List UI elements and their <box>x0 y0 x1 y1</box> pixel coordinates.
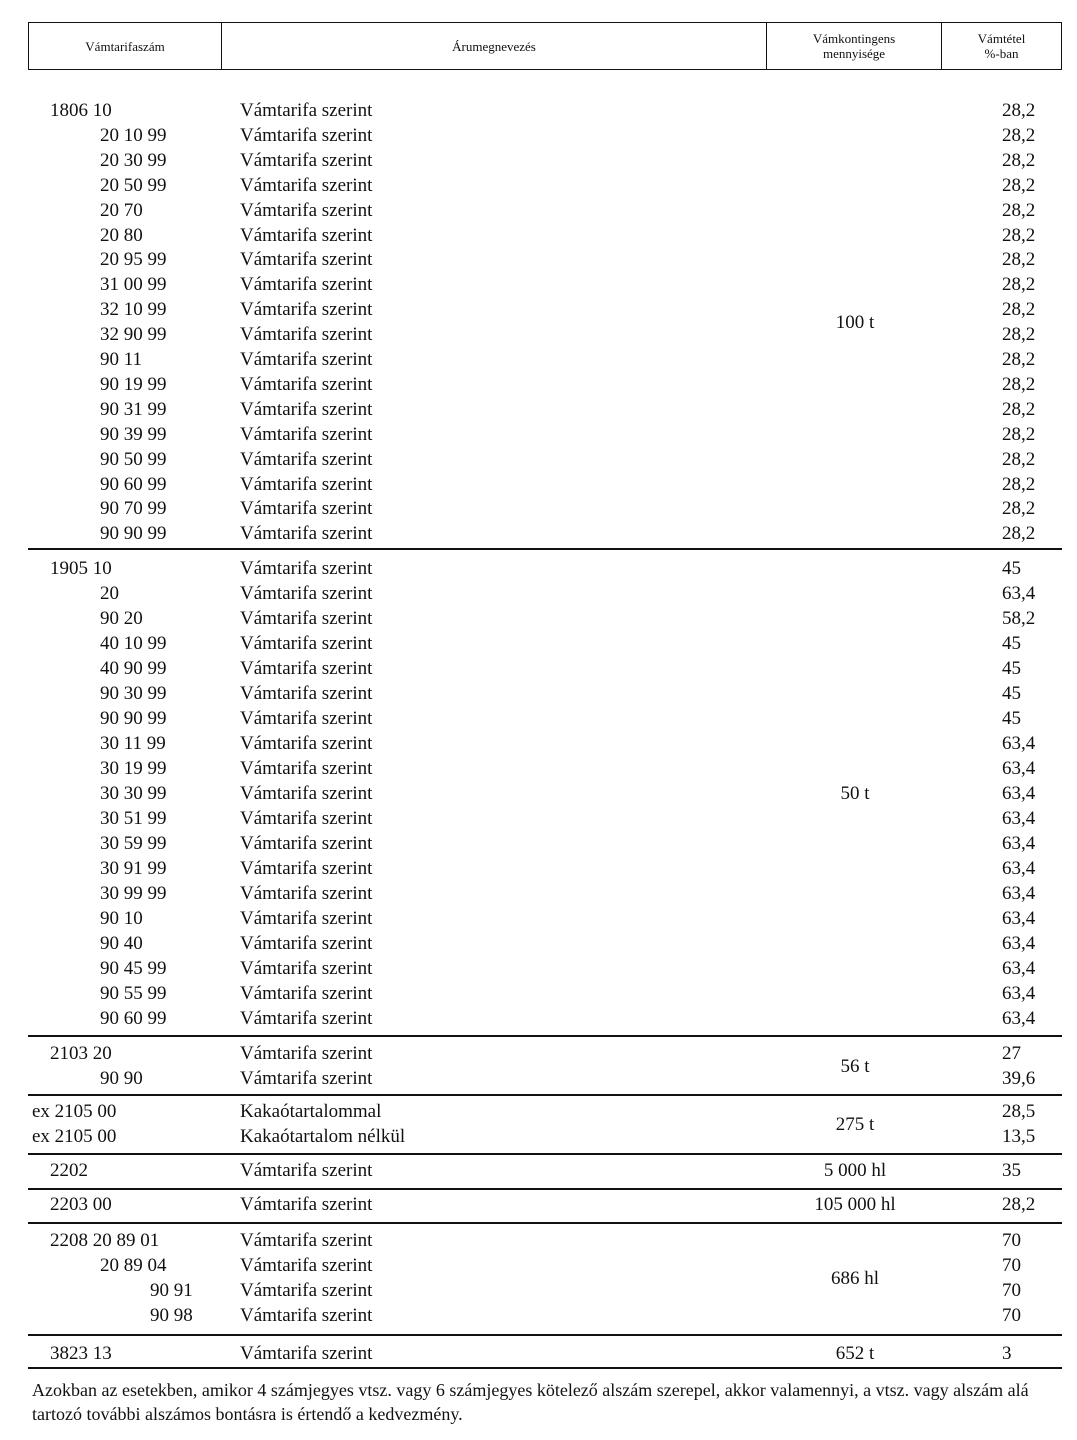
duty-rate: 28,2 <box>1002 523 1036 545</box>
group-divider <box>28 1367 1062 1369</box>
duty-rate: 28,2 <box>1002 498 1036 520</box>
tariff-code: 32 90 99 <box>100 324 167 346</box>
header-code <box>29 23 222 70</box>
tariff-group <box>28 98 1062 546</box>
tariff-code: 20 30 99 <box>100 149 167 171</box>
tariff-group <box>28 556 1062 1031</box>
tariff-code: 90 31 99 <box>100 398 167 420</box>
product-description: Kakaótartalom nélkül <box>240 1126 406 1147</box>
tariff-code: 32 10 99 <box>100 299 167 321</box>
duty-rate: 28,2 <box>1002 448 1036 470</box>
header-description <box>222 23 767 70</box>
product-description: Vámtarifa szerint <box>240 299 373 321</box>
duty-rate: 63,4 <box>1002 783 1036 804</box>
tariff-code: 30 99 99 <box>100 883 167 904</box>
header-quota-line2: mennyisége <box>822 46 886 61</box>
tariff-code: 90 39 99 <box>100 423 167 445</box>
tariff-code: 90 90 99 <box>100 523 167 545</box>
tariff-code: 90 70 99 <box>100 498 167 520</box>
header-rate-line2: %-ban <box>984 46 1019 61</box>
table-row <box>28 856 1062 881</box>
product-description: Vámtarifa szerint <box>240 373 373 395</box>
quota-amount: 686 hl <box>830 1267 880 1289</box>
duty-rate: 58,2 <box>1002 608 1036 629</box>
table-row <box>28 681 1062 706</box>
product-description: Vámtarifa szerint <box>240 1194 373 1215</box>
duty-rate: 28,2 <box>1002 274 1036 296</box>
product-description: Vámtarifa szerint <box>240 1068 373 1089</box>
tariff-code: 90 60 99 <box>100 1008 167 1029</box>
duty-rate: 35 <box>1002 1160 1021 1181</box>
tariff-code: 40 90 99 <box>100 658 167 679</box>
duty-rate: 63,4 <box>1002 833 1036 854</box>
duty-rate: 28,2 <box>1002 423 1036 445</box>
product-description: Vámtarifa szerint <box>240 558 373 579</box>
duty-rate: 63,4 <box>1002 758 1036 779</box>
table-row <box>28 148 1062 173</box>
tariff-code: 90 10 <box>100 908 143 929</box>
table-row <box>28 272 1062 297</box>
tariff-code: 20 95 99 <box>100 249 167 271</box>
duty-rate: 45 <box>1002 633 1021 654</box>
product-description: Vámtarifa szerint <box>240 1343 373 1364</box>
duty-rate: 28,2 <box>1002 349 1036 370</box>
tariff-code: 90 91 <box>150 1280 193 1301</box>
tariff-code: 30 51 99 <box>100 808 167 829</box>
duty-rate: 13,5 <box>1002 1126 1036 1147</box>
product-description: Vámtarifa szerint <box>240 1230 373 1251</box>
table-row <box>28 123 1062 148</box>
duty-rate: 3 <box>1002 1343 1012 1364</box>
table-row <box>28 556 1062 581</box>
table-row <box>28 806 1062 831</box>
header-code-label: Vámtarifaszám <box>85 38 165 54</box>
quota-amount: 275 t <box>835 1113 875 1135</box>
product-description: Vámtarifa szerint <box>240 858 373 879</box>
product-description: Vámtarifa szerint <box>240 733 373 754</box>
table-row <box>28 422 1062 447</box>
product-description: Vámtarifa szerint <box>240 398 373 420</box>
duty-rate: 63,4 <box>1002 883 1036 904</box>
duty-rate: 63,4 <box>1002 958 1036 979</box>
tariff-code: 90 20 <box>100 608 143 629</box>
table-row <box>28 496 1062 521</box>
duty-rate: 63,4 <box>1002 733 1036 754</box>
tariff-code: 90 90 99 <box>100 708 167 729</box>
duty-rate: 28,2 <box>1002 398 1036 420</box>
tariff-code: 2203 00 <box>50 1194 112 1215</box>
tariff-code: 90 30 99 <box>100 683 167 704</box>
tariff-code: 90 50 99 <box>100 448 167 470</box>
tariff-group <box>28 1099 1062 1149</box>
table-row <box>28 173 1062 198</box>
group-divider <box>28 1222 1062 1224</box>
duty-rate: 70 <box>1002 1255 1021 1276</box>
tariff-code: 90 11 <box>100 349 143 370</box>
duty-rate: 45 <box>1002 558 1021 579</box>
duty-rate: 28,2 <box>1002 473 1036 495</box>
product-description: Vámtarifa szerint <box>240 249 373 271</box>
group-divider <box>28 1035 1062 1037</box>
duty-rate: 28,2 <box>1002 324 1036 346</box>
duty-rate: 28,2 <box>1002 149 1036 171</box>
product-description: Vámtarifa szerint <box>240 274 373 296</box>
table-row <box>28 223 1062 248</box>
tariff-code: ex 2105 00 <box>32 1101 117 1122</box>
duty-rate: 63,4 <box>1002 983 1036 1004</box>
tariff-code: 1905 10 <box>50 558 112 579</box>
tariff-code: 30 19 99 <box>100 758 167 779</box>
product-description: Vámtarifa szerint <box>240 883 373 904</box>
table-row <box>28 931 1062 956</box>
product-description: Vámtarifa szerint <box>240 423 373 445</box>
product-description: Vámtarifa szerint <box>240 1305 373 1326</box>
product-description: Vámtarifa szerint <box>240 958 373 979</box>
table-row <box>28 347 1062 372</box>
duty-rate: 27 <box>1002 1043 1021 1064</box>
product-description: Vámtarifa szerint <box>240 583 373 604</box>
product-description: Vámtarifa szerint <box>240 933 373 954</box>
header-description-label: Árumegnevezés <box>452 38 536 54</box>
table-row <box>28 756 1062 781</box>
product-description: Vámtarifa szerint <box>240 1255 373 1276</box>
duty-rate: 28,2 <box>1002 100 1036 121</box>
table-row <box>28 731 1062 756</box>
tariff-code: 2202 <box>50 1160 88 1181</box>
duty-rate: 63,4 <box>1002 908 1036 929</box>
duty-rate: 28,2 <box>1002 373 1036 395</box>
tariff-code: 2208 20 89 01 <box>50 1230 160 1251</box>
tariff-code: 1806 10 <box>50 100 112 121</box>
table-row <box>28 581 1062 606</box>
product-description: Vámtarifa szerint <box>240 473 373 495</box>
tariff-group <box>28 1192 1062 1217</box>
tariff-code: 2103 20 <box>50 1043 112 1064</box>
table-row <box>28 831 1062 856</box>
tariff-code: 3823 13 <box>50 1343 112 1364</box>
table-row <box>28 397 1062 422</box>
product-description: Vámtarifa szerint <box>240 498 373 520</box>
group-divider <box>28 1153 1062 1155</box>
product-description: Vámtarifa szerint <box>240 199 373 221</box>
quota-amount: 56 t <box>840 1055 870 1077</box>
table-row <box>28 656 1062 681</box>
group-divider <box>28 1334 1062 1336</box>
product-description: Vámtarifa szerint <box>240 783 373 804</box>
product-description: Vámtarifa szerint <box>240 1280 373 1301</box>
tariff-group <box>28 1041 1062 1091</box>
table-row <box>28 372 1062 397</box>
product-description: Vámtarifa szerint <box>240 224 373 246</box>
duty-rate: 45 <box>1002 708 1021 729</box>
duty-rate: 63,4 <box>1002 1008 1036 1029</box>
tariff-code: 20 10 99 <box>100 124 167 146</box>
tariff-group <box>28 1228 1062 1328</box>
table-row <box>28 1303 1062 1328</box>
product-description: Vámtarifa szerint <box>240 349 373 370</box>
product-description: Vámtarifa szerint <box>240 908 373 929</box>
duty-rate: 28,2 <box>1002 174 1036 196</box>
product-description: Vámtarifa szerint <box>240 758 373 779</box>
tariff-code: 20 <box>100 583 119 604</box>
table-row <box>28 631 1062 656</box>
product-description: Vámtarifa szerint <box>240 324 373 346</box>
header-quota <box>767 23 942 70</box>
duty-rate: 63,4 <box>1002 933 1036 954</box>
footnote: Azokban az esetekben, amikor 4 számjegyes vtsz. vagy 6 számjegyes kötelező alszám szerepel, akkor valamennyi, a vtsz. vagy alszám alá tartozó további alszámos bontásra is értendő a kedvezmény. <box>32 1380 1029 1424</box>
product-description: Kakaótartalommal <box>240 1101 382 1122</box>
duty-rate: 28,2 <box>1002 124 1036 146</box>
table-row <box>28 198 1062 223</box>
quota-amount: 105 000 hl <box>814 1194 896 1215</box>
table-row <box>28 981 1062 1006</box>
tariff-code: 90 55 99 <box>100 983 167 1004</box>
tariff-code: 30 11 99 <box>100 733 166 754</box>
product-description: Vámtarifa szerint <box>240 100 373 121</box>
duty-rate: 28,2 <box>1002 224 1036 246</box>
product-description: Vámtarifa szerint <box>240 708 373 729</box>
tariff-code: 20 50 99 <box>100 174 167 196</box>
product-description: Vámtarifa szerint <box>240 149 373 171</box>
product-description: Vámtarifa szerint <box>240 448 373 470</box>
tariff-code: 40 10 99 <box>100 633 167 654</box>
table-row <box>28 247 1062 272</box>
table-row <box>28 606 1062 631</box>
tariff-group <box>28 1158 1062 1183</box>
table-header <box>28 22 1062 70</box>
duty-rate: 70 <box>1002 1305 1021 1326</box>
duty-rate: 28,2 <box>1002 299 1036 321</box>
table-row <box>28 906 1062 931</box>
header-rate-line1: Vámtétel <box>977 31 1026 46</box>
product-description: Vámtarifa szerint <box>240 808 373 829</box>
duty-rate: 39,6 <box>1002 1068 1036 1089</box>
product-description: Vámtarifa szerint <box>240 633 373 654</box>
tariff-code: 20 89 04 <box>100 1255 167 1276</box>
product-description: Vámtarifa szerint <box>240 124 373 146</box>
product-description: Vámtarifa szerint <box>240 658 373 679</box>
duty-rate: 45 <box>1002 683 1021 704</box>
tariff-group <box>28 1341 1062 1366</box>
duty-rate: 63,4 <box>1002 858 1036 879</box>
duty-rate: 28,2 <box>1002 1194 1036 1215</box>
duty-rate: 45 <box>1002 658 1021 679</box>
table-row <box>28 881 1062 906</box>
table-row <box>28 521 1062 546</box>
product-description: Vámtarifa szerint <box>240 1008 373 1029</box>
duty-rate: 63,4 <box>1002 808 1036 829</box>
tariff-code: ex 2105 00 <box>32 1126 117 1147</box>
tariff-code: 20 70 <box>100 199 143 221</box>
duty-rate: 28,2 <box>1002 199 1036 221</box>
product-description: Vámtarifa szerint <box>240 983 373 1004</box>
tariff-code: 20 80 <box>100 224 143 246</box>
product-description: Vámtarifa szerint <box>240 1160 373 1181</box>
quota-amount: 100 t <box>835 311 875 333</box>
product-description: Vámtarifa szerint <box>240 174 373 196</box>
quota-amount: 652 t <box>835 1343 875 1364</box>
table-row <box>28 1228 1062 1253</box>
duty-rate: 70 <box>1002 1230 1021 1251</box>
tariff-code: 90 90 <box>100 1068 143 1089</box>
product-description: Vámtarifa szerint <box>240 523 373 545</box>
product-description: Vámtarifa szerint <box>240 608 373 629</box>
table-row <box>28 706 1062 731</box>
tariff-code: 90 19 99 <box>100 373 167 395</box>
tariff-code: 31 00 99 <box>100 274 167 296</box>
group-divider <box>28 1094 1062 1096</box>
tariff-code: 90 60 99 <box>100 473 167 495</box>
table-row <box>28 98 1062 123</box>
tariff-code: 30 59 99 <box>100 833 167 854</box>
product-description: Vámtarifa szerint <box>240 1043 373 1064</box>
header-quota-line1: Vámkontingens <box>812 31 896 46</box>
product-description: Vámtarifa szerint <box>240 683 373 704</box>
group-divider <box>28 548 1062 550</box>
header-rate <box>942 23 1062 70</box>
tariff-code: 90 40 <box>100 933 143 954</box>
tariff-code: 90 45 99 <box>100 958 167 979</box>
tariff-code: 90 98 <box>150 1305 193 1326</box>
duty-rate: 28,5 <box>1002 1101 1036 1122</box>
tariff-code: 30 30 99 <box>100 783 167 804</box>
table-row <box>28 472 1062 497</box>
table-row <box>28 956 1062 981</box>
duty-rate: 70 <box>1002 1280 1021 1301</box>
quota-amount: 5 000 hl <box>823 1160 887 1181</box>
duty-rate: 63,4 <box>1002 583 1036 604</box>
duty-rate: 28,2 <box>1002 249 1036 271</box>
tariff-code: 30 91 99 <box>100 858 167 879</box>
group-divider <box>28 1188 1062 1190</box>
table-row <box>28 447 1062 472</box>
product-description: Vámtarifa szerint <box>240 833 373 854</box>
table-row <box>28 1006 1062 1031</box>
quota-amount: 50 t <box>840 783 870 804</box>
